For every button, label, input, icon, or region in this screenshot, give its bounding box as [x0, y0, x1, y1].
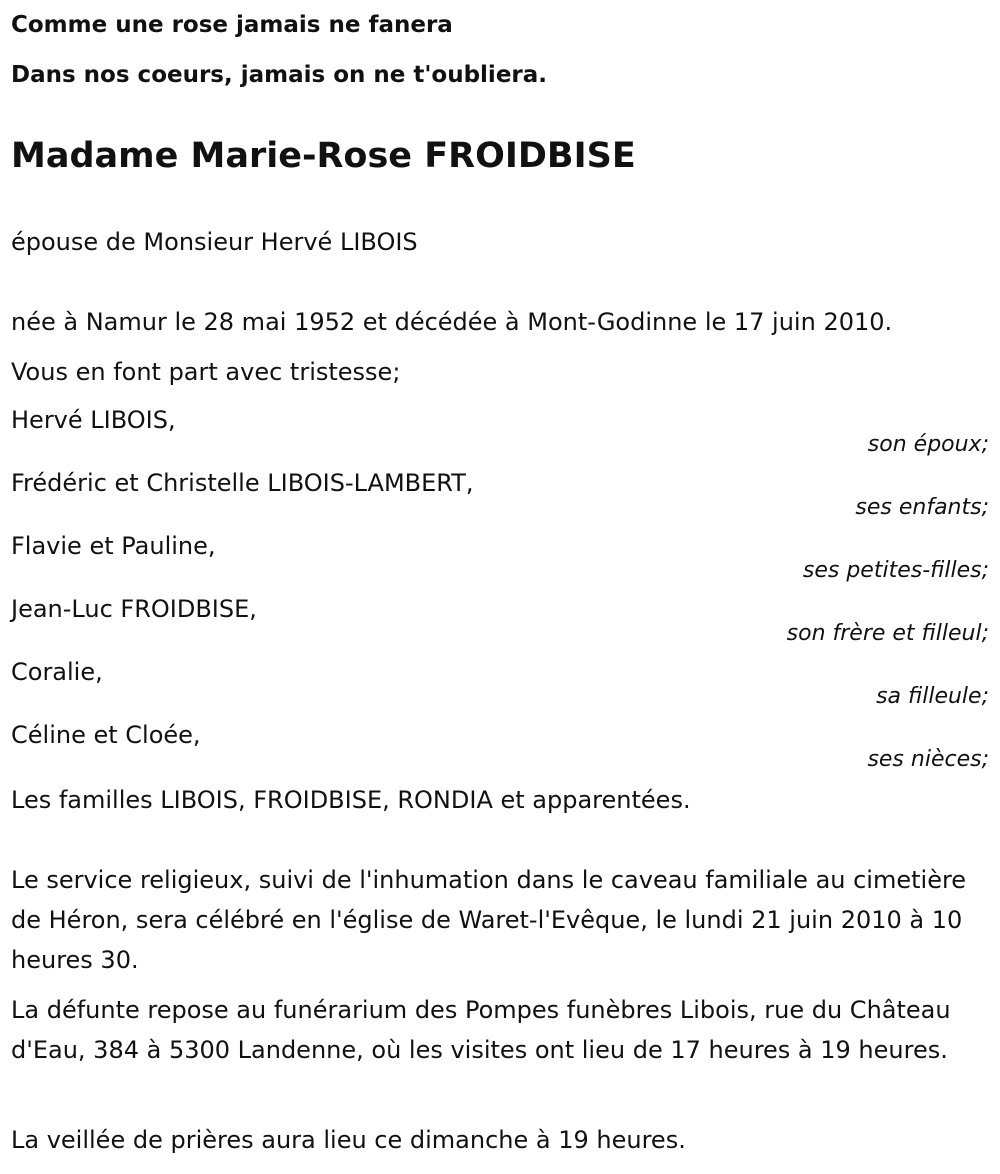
families-line: Les familles LIBOIS, FROIDBISE, RONDIA et apparentées. — [11, 786, 691, 814]
family-entry — [11, 463, 989, 526]
family-member-relation: son époux; — [867, 432, 989, 457]
epigraph-line-1: Comme une rose jamais ne fanera — [11, 12, 453, 38]
family-member-relation: ses nièces; — [867, 747, 989, 772]
spouse-line: épouse de Monsieur Hervé LIBOIS — [11, 228, 418, 256]
family-member-name: Hervé LIBOIS, — [11, 406, 176, 434]
announcement-intro: Vous en font part avec tristesse; — [11, 358, 401, 386]
family-entry — [11, 652, 989, 715]
birth-death-line: née à Namur le 28 mai 1952 et décédée à Mont-Godinne le 17 juin 2010. — [11, 308, 893, 336]
family-member-relation: son frère et filleul; — [786, 621, 989, 646]
family-member-relation: ses petites-filles; — [802, 558, 989, 583]
family-entry — [11, 400, 989, 463]
family-member-name: Frédéric et Christelle LIBOIS-LAMBERT, — [11, 469, 474, 497]
family-member-name: Flavie et Pauline, — [11, 532, 216, 560]
family-list — [11, 400, 989, 778]
vigil-paragraph: La veillée de prières aura lieu ce dimanche à 19 heures. — [11, 1126, 686, 1154]
obituary-page — [11, 0, 989, 1154]
family-member-name: Coralie, — [11, 658, 103, 686]
family-member-relation: sa filleule; — [876, 684, 989, 709]
family-member-relation: ses enfants; — [855, 495, 989, 520]
family-member-name: Jean-Luc FROIDBISE, — [11, 595, 257, 623]
family-entry — [11, 526, 989, 589]
epigraph-line-2: Dans nos coeurs, jamais on ne t'oubliera. — [11, 62, 548, 88]
family-entry — [11, 589, 989, 652]
family-entry — [11, 715, 989, 778]
repose-paragraph: La défunte repose au funérarium des Pompes funèbres Libois, rue du Château d'Eau, 384 à 5300 Landenne, où les visites ont lieu de 17 heures à 19 heures. — [11, 996, 951, 1064]
family-member-name: Céline et Cloée, — [11, 721, 201, 749]
epigraph — [11, 0, 989, 100]
deceased-name: Madame Marie-Rose FROIDBISE — [11, 136, 636, 176]
service-paragraph: Le service religieux, suivi de l'inhumation dans le caveau familiale au cimetière de Héron, sera célébré en l'église de Waret-l'Evêque, le lundi 21 juin 2010 à 10 heures 30. — [11, 866, 967, 974]
